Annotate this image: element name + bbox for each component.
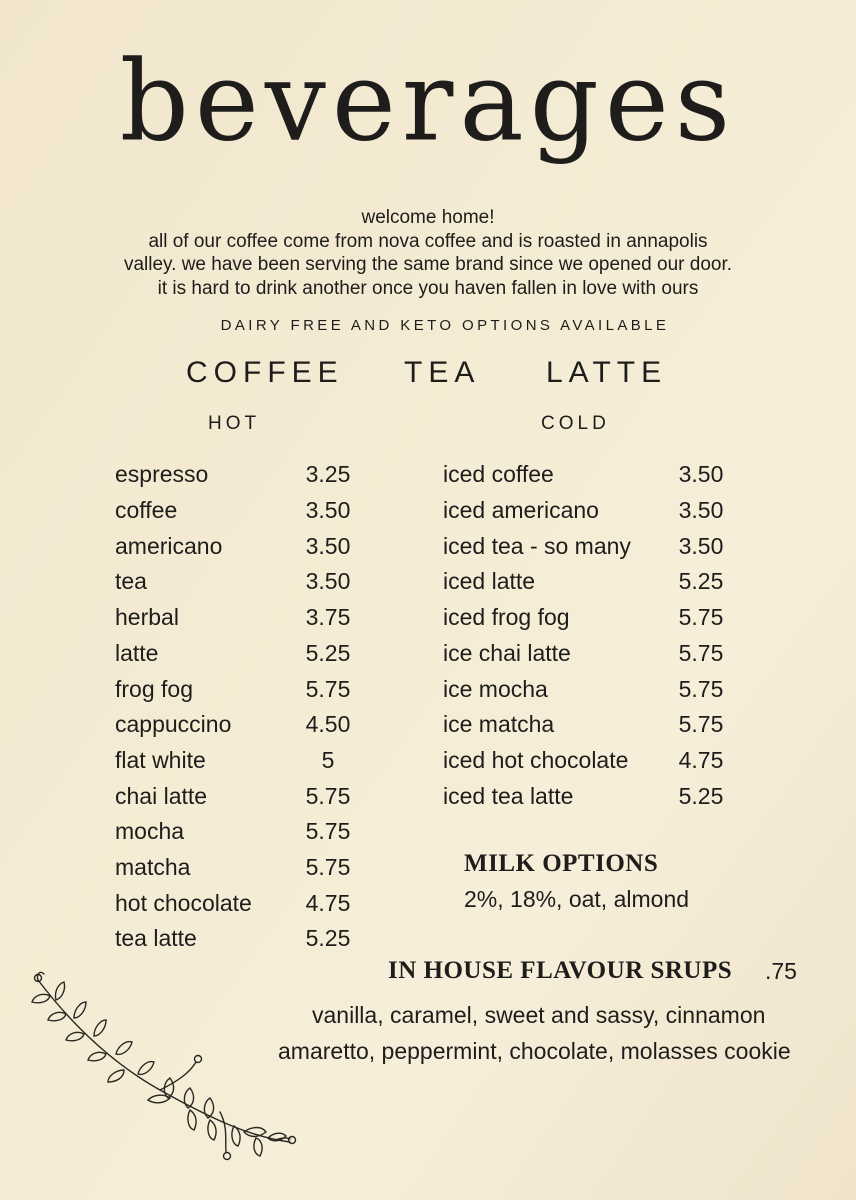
cold-item-price: 5.75	[678, 711, 724, 737]
intro-line-1: welcome home!	[361, 207, 495, 228]
hot-heading: HOT	[208, 413, 261, 434]
hot-item-name: latte	[115, 640, 159, 666]
hot-item-price: 5.25	[305, 640, 351, 666]
hot-item-price: 4.75	[305, 890, 351, 916]
cold-heading: COLD	[541, 413, 610, 434]
hot-item-name: herbal	[115, 604, 179, 630]
cold-item-price: 3.50	[678, 461, 724, 487]
intro-line-2: all of our coffee come from nova coffee and is roasted in annapolis	[148, 230, 708, 252]
hot-item-price: 3.75	[305, 604, 351, 630]
cold-item-name: iced hot chocolate	[443, 747, 629, 773]
category-tea: TEA	[404, 356, 481, 389]
cold-item-price: 5.25	[678, 568, 724, 594]
cold-item-name: iced tea - so many	[443, 533, 631, 559]
hot-item-name: espresso	[115, 461, 209, 487]
hot-item-name: mocha	[115, 818, 185, 844]
dietary-notice: DAIRY FREE AND KETO OPTIONS AVAILABLE	[220, 317, 670, 334]
cold-item-name: iced americano	[443, 497, 599, 523]
hot-item-name: cappuccino	[115, 711, 232, 737]
syrups-line-1: vanilla, caramel, sweet and sassy, cinnamon	[312, 1002, 766, 1028]
hot-item-name: tea	[115, 568, 147, 594]
page-title: beverages	[119, 38, 737, 167]
cold-item-name: ice mocha	[443, 676, 548, 702]
hot-item-price: 5.75	[305, 783, 351, 809]
category-coffee: COFFEE	[186, 356, 344, 389]
cold-item-price: 3.50	[678, 533, 724, 559]
cold-item-price: 5.25	[678, 783, 724, 809]
hot-item-name: hot chocolate	[115, 890, 252, 916]
hot-item-price: 5.75	[305, 854, 351, 880]
cold-item-price: 5.75	[678, 604, 724, 630]
cold-item-name: iced coffee	[443, 461, 554, 487]
hot-item-name: flat white	[115, 747, 206, 773]
hot-item-name: frog fog	[115, 676, 193, 702]
hot-item-price: 3.50	[305, 568, 351, 594]
cold-item-price: 3.50	[678, 497, 724, 523]
hot-item-price: 3.50	[305, 533, 351, 559]
syrups-heading: IN HOUSE FLAVOUR SRUPS	[388, 957, 733, 984]
hot-item-price: 3.25	[305, 461, 351, 487]
category-latte: LATTE	[546, 356, 668, 389]
intro-line-3: valley. we have been serving the same brand since we opened our door.	[123, 254, 733, 275]
cold-item-name: iced tea latte	[443, 783, 574, 809]
cold-item-price: 5.75	[678, 640, 724, 666]
intro-line-4: it is hard to drink another once you haven fallen in love with ours	[157, 277, 699, 299]
cold-item-name: ice matcha	[443, 711, 555, 737]
hot-item-name: matcha	[115, 854, 191, 880]
cold-item-name: ice chai latte	[443, 640, 571, 666]
cold-item-price: 5.75	[678, 676, 724, 702]
hot-item-name: chai latte	[115, 783, 208, 809]
cold-item-price: 4.75	[678, 747, 724, 773]
hot-item-name: tea latte	[115, 925, 197, 951]
hot-item-price: 3.50	[305, 497, 351, 523]
leafy-sprig-icon	[20, 962, 310, 1172]
hot-item-price: 5.75	[305, 818, 351, 844]
intro-text	[0, 206, 856, 300]
milk-options-list: 2%, 18%, oat, almond	[464, 886, 690, 912]
hot-item-price: 5.75	[305, 676, 351, 702]
cold-item-name: iced frog fog	[443, 604, 570, 630]
milk-options-heading: MILK OPTIONS	[464, 850, 659, 877]
syrups-line-2: amaretto, peppermint, chocolate, molasses cookie	[278, 1038, 791, 1064]
hot-item-price: 4.50	[305, 711, 351, 737]
cold-item-name: iced latte	[443, 568, 536, 594]
hot-item-price: 5	[321, 747, 335, 773]
hot-item-name: coffee	[115, 497, 178, 523]
hot-item-name: americano	[115, 533, 223, 559]
syrups-price: .75	[765, 958, 797, 984]
hot-item-price: 5.25	[305, 925, 351, 951]
